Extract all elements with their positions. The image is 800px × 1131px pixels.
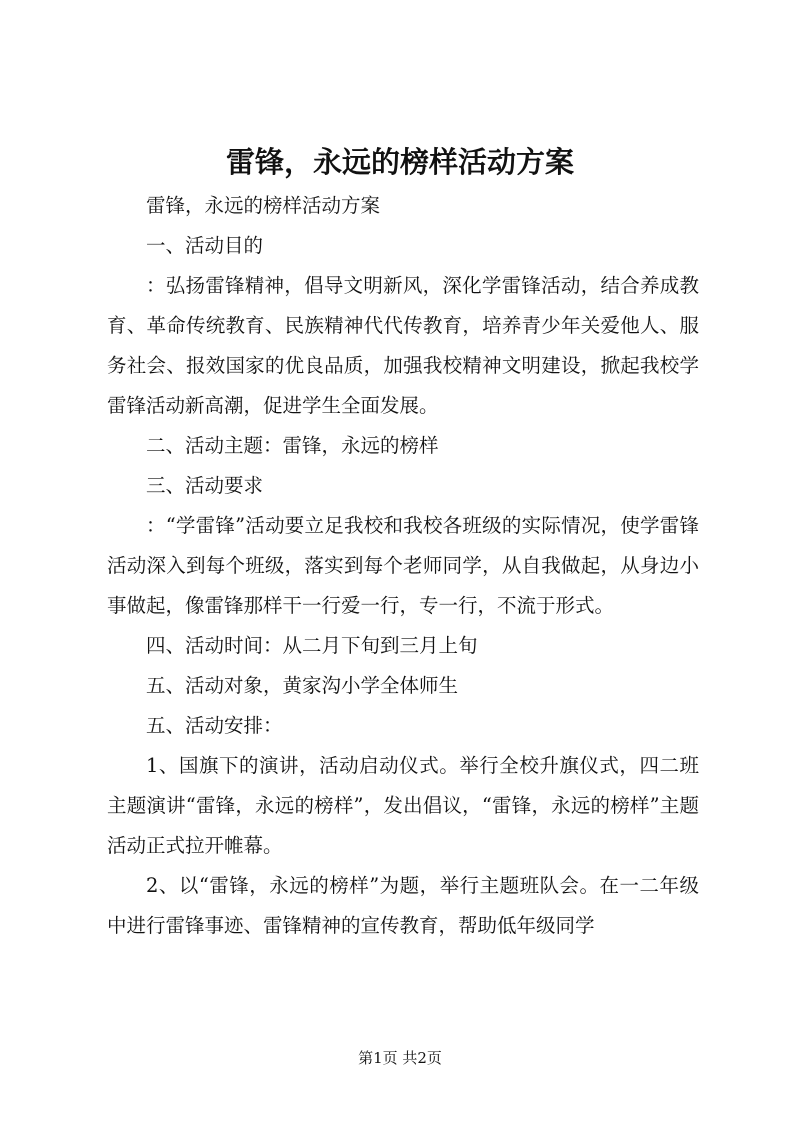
paragraph: 1、国旗下的演讲，活动启动仪式。举行全校升旗仪式，四二班主题演讲“雷锋，永远的榜样”，发出倡议，“雷锋，永远的榜样”主题活动正式拉开帷幕。 [107,754,699,857]
paragraph: ：弘扬雷锋精神，倡导文明新风，深化学雷锋活动，结合养成教育、革命传统教育、民族精神代代传教育，培养青少年关爱他人、服务社会、报效国家的优良品质，加强我校精神文明建设，掀起我校学雷锋活动新高潮，促进学生全面发展。 [107,274,699,417]
paragraph: 雷锋，永远的榜样活动方案 [146,194,381,217]
paragraph: ：“学雷锋”活动要立足我校和我校各班级的实际情况，使学雷锋活动深入到每个班级，落实到每个老师同学，从自我做起，从身边小事做起，像雷锋那样干一行爱一行，专一行，不流于形式。 [107,514,699,617]
page-number-footer: 第1页 共2页 [358,1049,442,1067]
paragraph: 四、活动时间：从二月下旬到三月上旬 [146,634,478,657]
document-title: 雷锋，永远的榜样活动方案 [225,145,574,179]
paragraph: 2、以“雷锋，永远的榜样”为题，举行主题班队会。在一二年级中进行雷锋事迹、雷锋精神的宣传教育，帮助低年级同学 [107,874,699,937]
paragraph: 一、活动目的 [146,234,264,257]
document-body [107,186,699,946]
paragraph: 五、活动安排： [146,714,283,737]
paragraph: 二、活动主题：雷锋，永远的榜样 [146,434,439,457]
paragraph: 三、活动要求 [146,474,264,497]
paragraph: 五、活动对象，黄家沟小学全体师生 [146,674,459,697]
